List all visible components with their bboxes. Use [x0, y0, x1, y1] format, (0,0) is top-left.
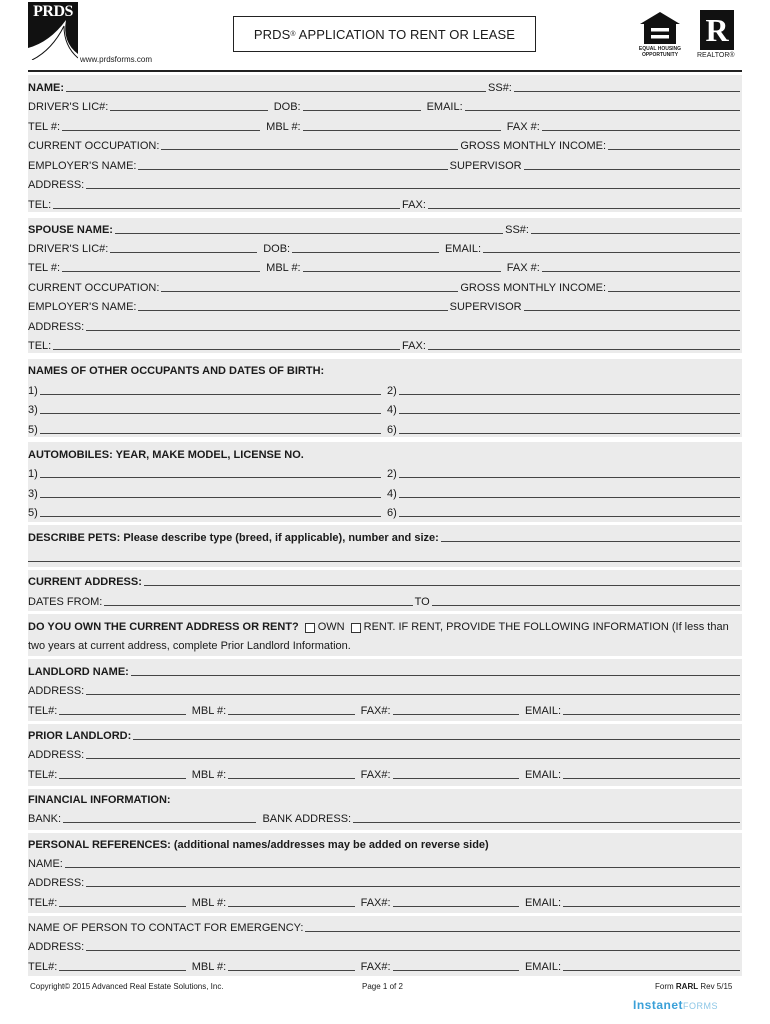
prior-landlord-label: PRIOR LANDLORD:: [28, 730, 132, 742]
dates-to-label: TO: [414, 596, 430, 608]
equal-housing-house-icon: [636, 10, 684, 46]
own-rent-question: DO YOU OWN THE CURRENT ADDRESS OR RENT?: [28, 621, 299, 633]
rent-note: two years at current address, complete Prior Landlord Information.: [28, 640, 351, 652]
realtor-r-icon: R: [700, 10, 734, 50]
pets-input-line-2[interactable]: [28, 561, 740, 562]
emergency-fax-input[interactable]: [393, 970, 519, 971]
employers-name-input[interactable]: [138, 169, 447, 170]
landlord-mbl-label: MBL #:: [191, 705, 227, 717]
logo-text: PRDS: [33, 3, 73, 20]
eho-label-line2: OPPORTUNITY: [641, 52, 679, 58]
financial-heading: FINANCIAL INFORMATION:: [28, 794, 171, 806]
emergency-email-label: EMAIL:: [524, 961, 562, 973]
supervisor-input[interactable]: [524, 169, 740, 170]
automobiles-heading: AUTOMOBILES: YEAR, MAKE MODEL, LICENSE NO.: [28, 449, 304, 461]
landlord-email-label: EMAIL:: [524, 705, 562, 717]
spouse-ss-label: SS#:: [505, 224, 529, 236]
landlord-address-input[interactable]: [86, 694, 740, 695]
spouse-name-label: SPOUSE NAME:: [28, 224, 113, 236]
occupants-heading: NAMES OF OTHER OCCUPANTS AND DATES OF BIRTH:: [28, 365, 325, 377]
reference-name-input[interactable]: [65, 867, 740, 868]
emergency-address-label: ADDRESS:: [28, 941, 85, 953]
reference-tel-input[interactable]: [59, 906, 185, 907]
occupant-6-input[interactable]: [399, 433, 740, 434]
reference-email-input[interactable]: [563, 906, 740, 907]
instanet-text: Instanet: [633, 998, 684, 1012]
eho-label-line1: EQUAL HOUSING: [638, 46, 682, 52]
supervisor-label: SUPERVISOR: [449, 160, 522, 172]
tel-label: TEL #:: [28, 121, 60, 133]
dates-from-label: DATES FROM:: [28, 596, 103, 608]
prior-landlord-tel-label: TEL#:: [28, 769, 58, 781]
prior-landlord-mbl-label: MBL #:: [191, 769, 227, 781]
realtor-label: REALTOR®: [697, 52, 735, 59]
spouse-employer-tel-label: TEL:: [28, 340, 52, 352]
spouse-supervisor-label: SUPERVISOR: [449, 301, 522, 313]
copyright: Copyright© 2015 Advanced Real Estate Solutions, Inc.: [30, 982, 224, 991]
spouse-employer-fax-label: FAX:: [402, 340, 426, 352]
reference-tel-label: TEL#:: [28, 897, 58, 909]
fax-label: FAX #:: [506, 121, 540, 133]
landlord-fax-label: FAX#:: [360, 705, 391, 717]
prior-landlord-input[interactable]: [133, 739, 740, 740]
emergency-contact-label: NAME OF PERSON TO CONTACT FOR EMERGENCY:: [28, 922, 304, 934]
spouse-tel-input[interactable]: [62, 271, 260, 272]
occupant-6-label: 6): [387, 424, 397, 436]
spouse-employer-fax-input[interactable]: [428, 349, 740, 350]
reference-address-input[interactable]: [86, 886, 740, 887]
prds-logo: [28, 2, 78, 60]
title-registered-mark: ®: [290, 30, 296, 38]
own-label: OWN: [317, 621, 345, 633]
landlord-address-label: ADDRESS:: [28, 685, 85, 697]
auto-2-input[interactable]: [399, 477, 740, 478]
dob-input[interactable]: [303, 110, 421, 111]
emergency-address-input[interactable]: [86, 950, 740, 951]
spouse-employer-label: EMPLOYER'S NAME:: [28, 301, 137, 313]
auto-1-label: 1): [28, 468, 38, 480]
spouse-dob-label: DOB:: [263, 243, 291, 255]
emergency-tel-input[interactable]: [59, 970, 185, 971]
pets-input[interactable]: [441, 541, 740, 542]
fax-input[interactable]: [542, 130, 740, 131]
ss-label: SS#:: [488, 82, 512, 94]
employer-tel-input[interactable]: [53, 208, 400, 209]
reference-email-label: EMAIL:: [524, 897, 562, 909]
instanet-logo: [633, 998, 718, 1012]
employer-fax-label: FAX:: [402, 199, 426, 211]
form-prefix: Form: [655, 982, 674, 991]
ss-input[interactable]: [514, 91, 740, 92]
landlord-tel-label: TEL#:: [28, 705, 58, 717]
spouse-income-input[interactable]: [608, 291, 740, 292]
occupant-4-input[interactable]: [399, 413, 740, 414]
bank-input[interactable]: [63, 822, 256, 823]
tel-input[interactable]: [62, 130, 260, 131]
spouse-occupation-label: CURRENT OCCUPATION:: [28, 282, 160, 294]
spouse-employer-input[interactable]: [138, 310, 447, 311]
auto-4-input[interactable]: [399, 497, 740, 498]
equal-housing-logo: [636, 10, 684, 62]
form-rev: Rev 5/15: [700, 982, 733, 991]
landlord-tel-input[interactable]: [59, 714, 185, 715]
prior-landlord-tel-input[interactable]: [59, 778, 185, 779]
occupant-5-label: 5): [28, 424, 38, 436]
auto-5-label: 5): [28, 507, 38, 519]
reference-fax-input[interactable]: [393, 906, 519, 907]
spouse-dob-input[interactable]: [292, 252, 439, 253]
reference-address-label: ADDRESS:: [28, 877, 85, 889]
page-number: Page 1 of 2: [362, 982, 403, 991]
employers-name-label: EMPLOYER'S NAME:: [28, 160, 137, 172]
prior-landlord-email-input[interactable]: [563, 778, 740, 779]
emergency-email-input[interactable]: [563, 970, 740, 971]
spouse-fax-label: FAX #:: [506, 262, 540, 274]
spouse-tel-label: TEL #:: [28, 262, 60, 274]
name-label: NAME:: [28, 82, 65, 94]
prior-landlord-email-label: EMAIL:: [524, 769, 562, 781]
spouse-fax-input[interactable]: [542, 271, 740, 272]
landlord-name-input[interactable]: [131, 675, 740, 676]
occupant-4-label: 4): [387, 404, 397, 416]
personal-references-heading: PERSONAL REFERENCES: (additional names/addresses may be added on reverse side): [28, 839, 489, 851]
own-checkbox[interactable]: [305, 623, 315, 633]
emergency-mbl-label: MBL #:: [191, 961, 227, 973]
top-rule: [28, 70, 742, 72]
landlord-email-input[interactable]: [563, 714, 740, 715]
current-occupation-label: CURRENT OCCUPATION:: [28, 140, 160, 152]
reference-mbl-input[interactable]: [228, 906, 354, 907]
occupant-3-input[interactable]: [40, 413, 381, 414]
title-rest: APPLICATION TO RENT OR LEASE: [295, 26, 516, 42]
spouse-email-label: EMAIL:: [444, 243, 482, 255]
mbl-input[interactable]: [303, 130, 501, 131]
emergency-contact-input[interactable]: [305, 931, 740, 932]
landlord-name-label: LANDLORD NAME:: [28, 666, 129, 678]
dates-from-input[interactable]: [104, 605, 412, 606]
email-label: EMAIL:: [426, 101, 463, 113]
prior-landlord-fax-label: FAX#:: [360, 769, 391, 781]
bank-label: BANK:: [28, 813, 62, 825]
occupant-1-label: 1): [28, 385, 38, 397]
website-url: www.prdsforms.com: [80, 55, 153, 64]
dob-label: DOB:: [273, 101, 301, 113]
landlord-fax-input[interactable]: [393, 714, 519, 715]
spouse-drivers-lic-label: DRIVER'S LIC#:: [28, 243, 109, 255]
current-occupation-input[interactable]: [161, 149, 458, 150]
mbl-label: MBL #:: [266, 121, 301, 133]
bank-address-label: BANK ADDRESS:: [262, 813, 352, 825]
prior-landlord-mbl-input[interactable]: [228, 778, 354, 779]
pets-label: DESCRIBE PETS: Please describe type (breed, if applicable), number and size:: [28, 532, 439, 544]
spouse-mbl-label: MBL #:: [266, 262, 301, 274]
reference-fax-label: FAX#:: [360, 897, 391, 909]
current-address-label: CURRENT ADDRESS:: [28, 576, 142, 588]
auto-3-label: 3): [28, 488, 38, 500]
prior-landlord-address-input[interactable]: [86, 758, 740, 759]
spouse-drivers-lic-input[interactable]: [110, 252, 257, 253]
email-input[interactable]: [465, 110, 740, 111]
spouse-address-input[interactable]: [86, 330, 740, 331]
gross-monthly-income-input[interactable]: [608, 149, 740, 150]
instanet-forms-text: FORMS: [683, 1001, 719, 1011]
dates-to-input[interactable]: [432, 605, 740, 606]
occupant-1-input[interactable]: [40, 394, 381, 395]
current-address-input[interactable]: [144, 585, 740, 586]
spouse-occupation-input[interactable]: [161, 291, 458, 292]
auto-4-label: 4): [387, 488, 397, 500]
occupant-2-label: 2): [387, 385, 397, 397]
form-code: RARL: [675, 982, 699, 991]
spouse-ss-input[interactable]: [531, 233, 740, 234]
realtor-logo: [697, 10, 743, 62]
landlord-mbl-input[interactable]: [228, 714, 354, 715]
employer-fax-input[interactable]: [428, 208, 740, 209]
prior-landlord-fax-input[interactable]: [393, 778, 519, 779]
logo-swoosh-icon: [28, 2, 78, 60]
occupant-2-input[interactable]: [399, 394, 740, 395]
auto-2-label: 2): [387, 468, 397, 480]
emergency-mbl-input[interactable]: [228, 970, 354, 971]
drivers-lic-label: DRIVER'S LIC#:: [28, 101, 109, 113]
reference-name-label: NAME:: [28, 858, 63, 870]
spouse-income-label: GROSS MONTHLY INCOME:: [460, 282, 607, 294]
spouse-name-input[interactable]: [115, 233, 503, 234]
occupant-3-label: 3): [28, 404, 38, 416]
employer-tel-label: TEL:: [28, 199, 52, 211]
gross-monthly-income-label: GROSS MONTHLY INCOME:: [460, 140, 607, 152]
bank-address-input[interactable]: [353, 822, 740, 823]
spouse-employer-tel-input[interactable]: [53, 349, 400, 350]
auto-1-input[interactable]: [40, 477, 381, 478]
form-id: [655, 982, 732, 991]
prior-landlord-address-label: ADDRESS:: [28, 749, 85, 761]
auto-3-input[interactable]: [40, 497, 381, 498]
emergency-fax-label: FAX#:: [360, 961, 391, 973]
auto-6-label: 6): [387, 507, 397, 519]
rent-checkbox[interactable]: [351, 623, 361, 633]
rent-label: RENT. IF RENT, PROVIDE THE FOLLOWING INFORMATION (If less than: [363, 621, 729, 633]
address-label: ADDRESS:: [28, 179, 85, 191]
name-input[interactable]: [66, 91, 486, 92]
spouse-mbl-input[interactable]: [303, 271, 501, 272]
spouse-supervisor-input[interactable]: [524, 310, 740, 311]
title-prefix: PRDS: [253, 26, 291, 42]
spouse-address-label: ADDRESS:: [28, 321, 85, 333]
auto-5-input[interactable]: [40, 516, 381, 517]
auto-6-input[interactable]: [399, 516, 740, 517]
drivers-lic-input[interactable]: [110, 110, 267, 111]
emergency-tel-label: TEL#:: [28, 961, 58, 973]
address-input[interactable]: [86, 188, 740, 189]
occupant-5-input[interactable]: [40, 433, 381, 434]
spouse-email-input[interactable]: [483, 252, 740, 253]
page-title: [233, 16, 536, 52]
reference-mbl-label: MBL #:: [191, 897, 227, 909]
